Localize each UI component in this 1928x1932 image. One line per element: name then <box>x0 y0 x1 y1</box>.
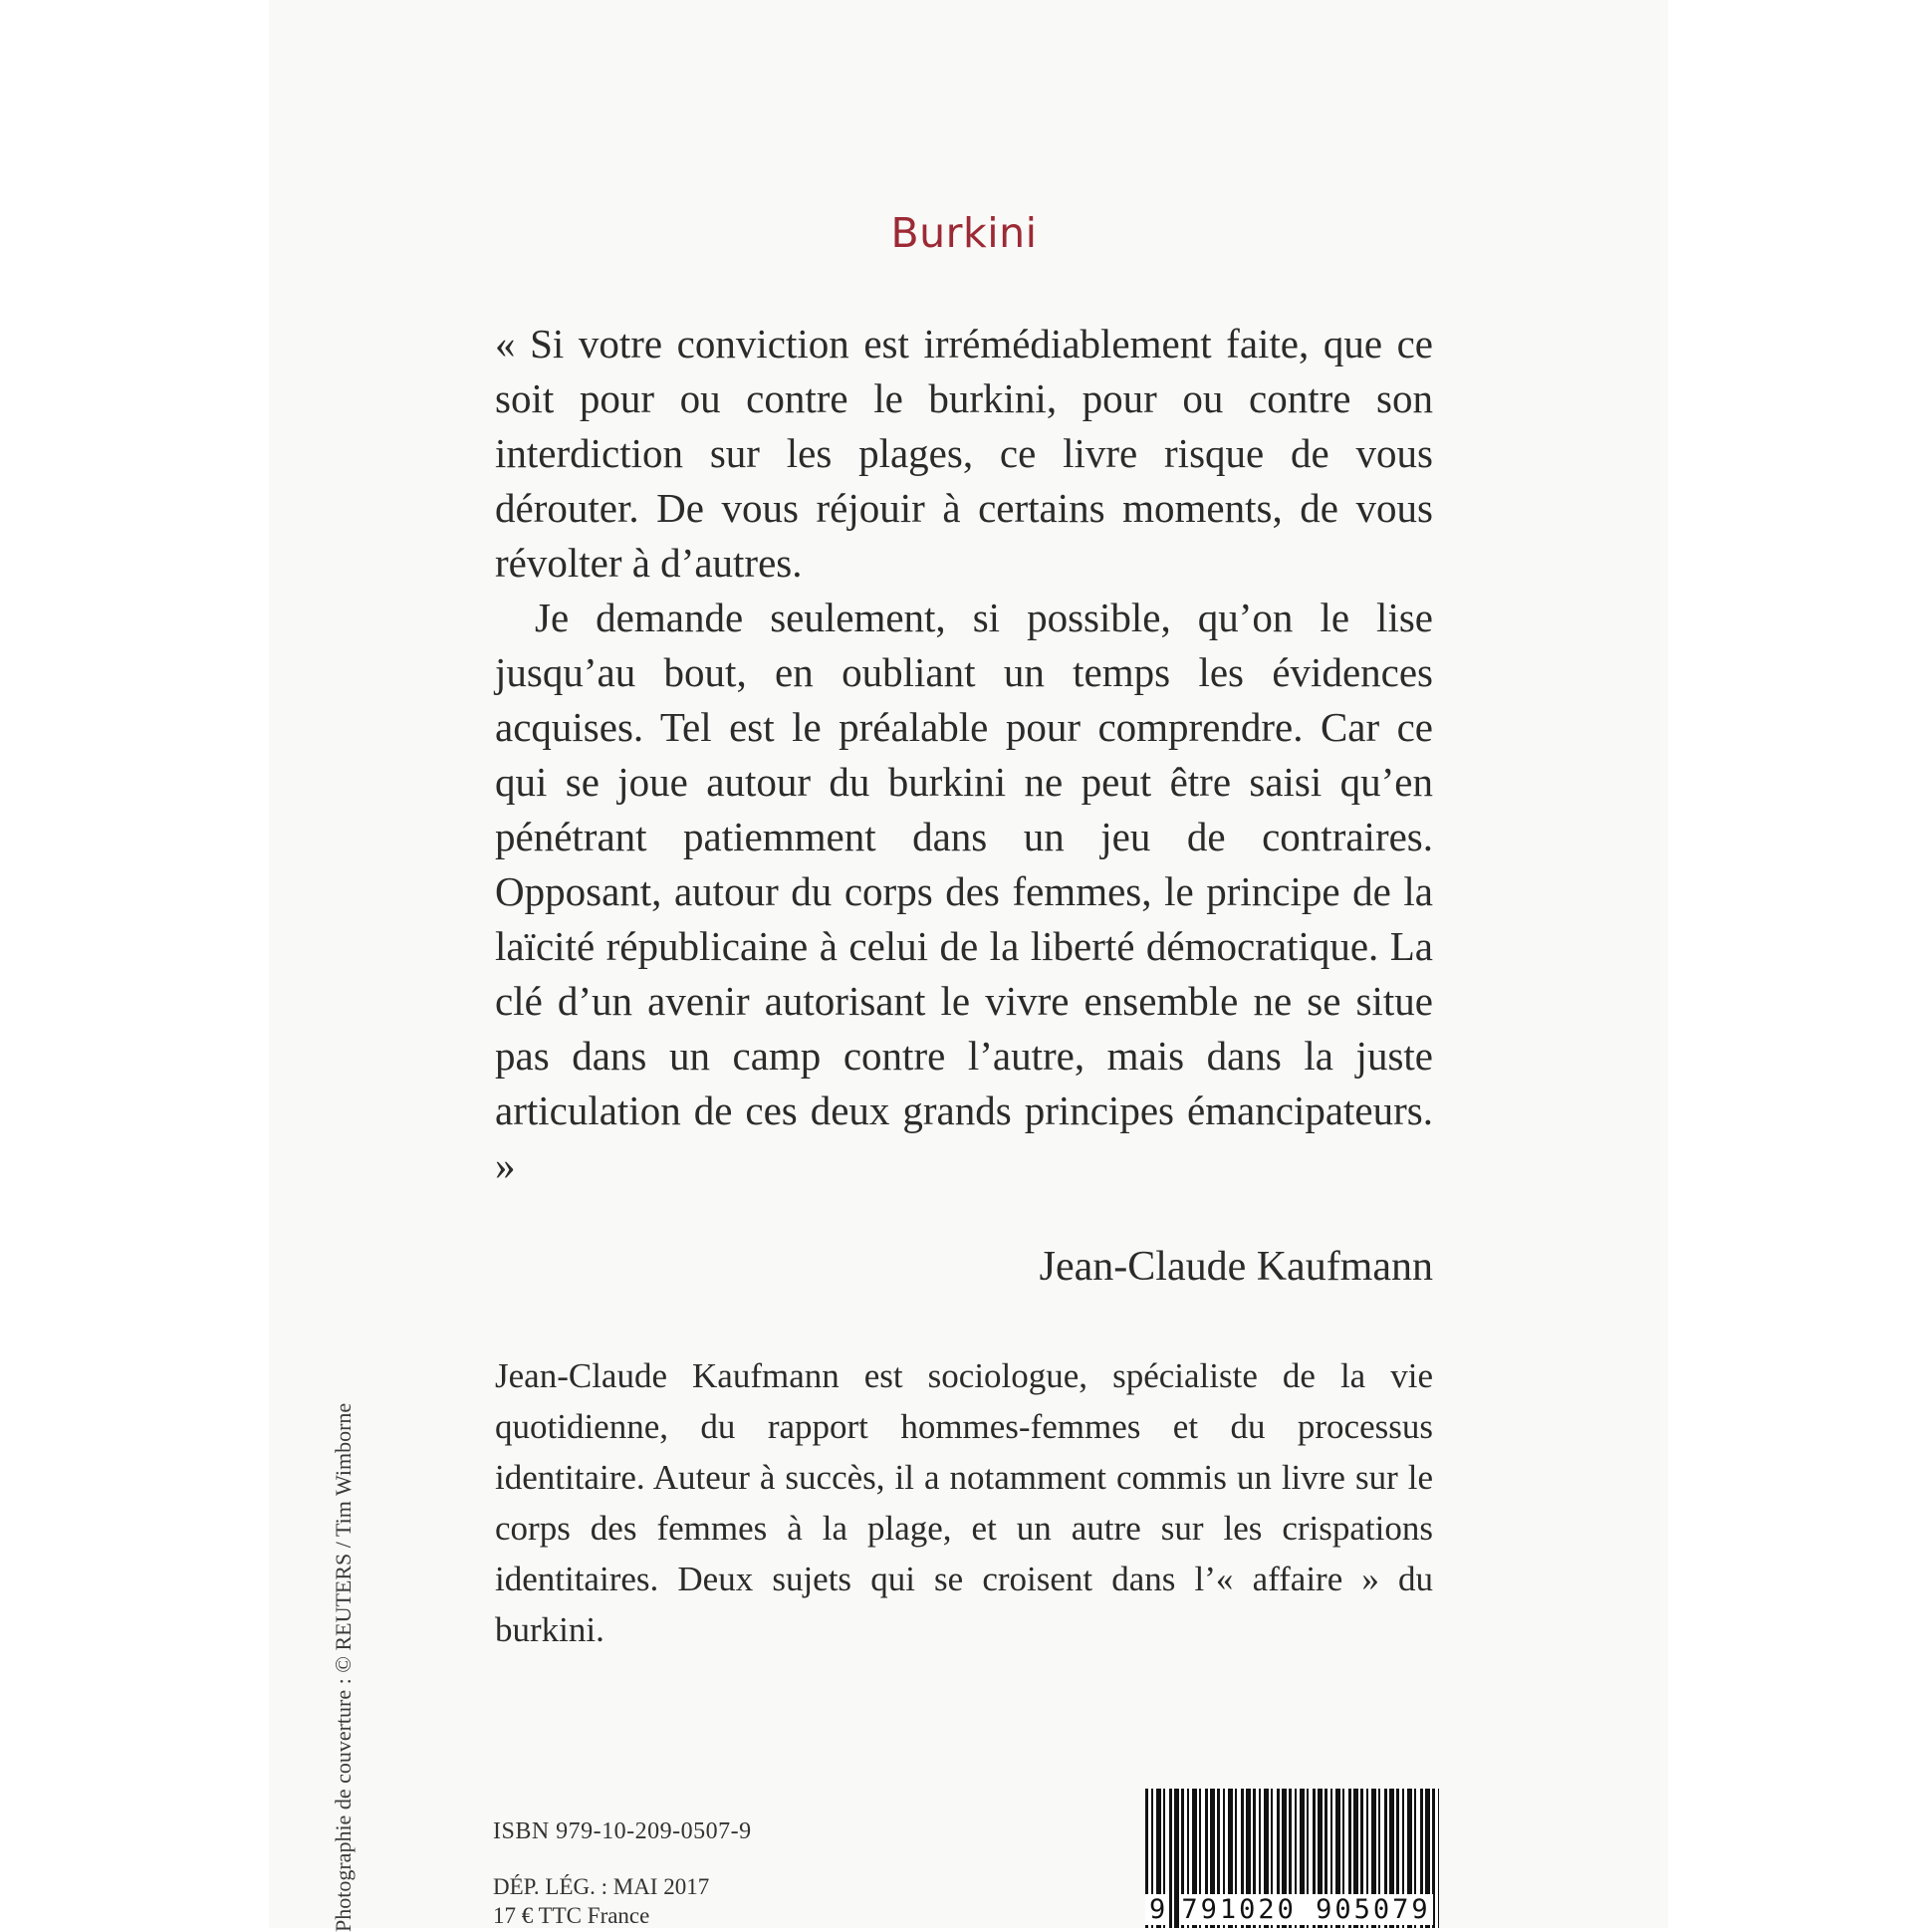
author-signature: Jean-Claude Kaufmann <box>1039 1244 1433 1290</box>
barcode-number: 791020 905079 <box>1179 1894 1433 1925</box>
author-bio: Jean-Claude Kaufmann est sociologue, spécialiste de la vie quotidienne, du rapport hommes-femmes et du processus identitaire. Auteur à succès, il a notamment commis un livre sur le corps des femmes à la plage, et un autre sur les crispations identitaires. Deux sujets qui se croisent dans l’« affaire » du burkini. <box>495 1356 1433 1649</box>
price: 17 € TTC France <box>493 1903 650 1928</box>
barcode-first-digit: 9 <box>1145 1894 1169 1925</box>
book-title: Burkini <box>890 209 1038 257</box>
legal-deposit: DÉP. LÉG. : MAI 2017 <box>493 1874 710 1899</box>
quote-paragraph: Je demande seulement, si possible, qu’on le lise jusqu’au bout, en oubliant un temps les évidences acquises. Tel est le préalable pour comprendre. Car ce qui se joue autour du burkini ne peut être saisi qu’en pénétrant patiemment dans un jeu de contraires. Opposant, autour du corps des femmes, le principe de la laïcité républicaine à celui de la liberté démocratique. La clé d’un avenir autorisant le vivre ensemble ne se situe pas dans un camp contre l’autre, mais dans la juste articulation de ces deux grands principes émancipateurs. » <box>495 595 1433 1188</box>
barcode-digits <box>1145 1894 1439 1928</box>
photo-credit: Photographie de couverture : © REUTERS / Tim Wimborne <box>331 1402 356 1932</box>
quote-block <box>495 317 1433 1193</box>
barcode <box>1145 1789 1439 1928</box>
quote-paragraph: « Si votre conviction est irrémédiablement faite, que ce soit pour ou contre le burkini, pour ou contre son interdiction sur les plages, ce livre risque de vous dérouter. De vous réjouir à certains moments, de vous révolter à d’autres. <box>495 321 1433 586</box>
isbn: ISBN 979-10-209-0507-9 <box>493 1818 752 1844</box>
